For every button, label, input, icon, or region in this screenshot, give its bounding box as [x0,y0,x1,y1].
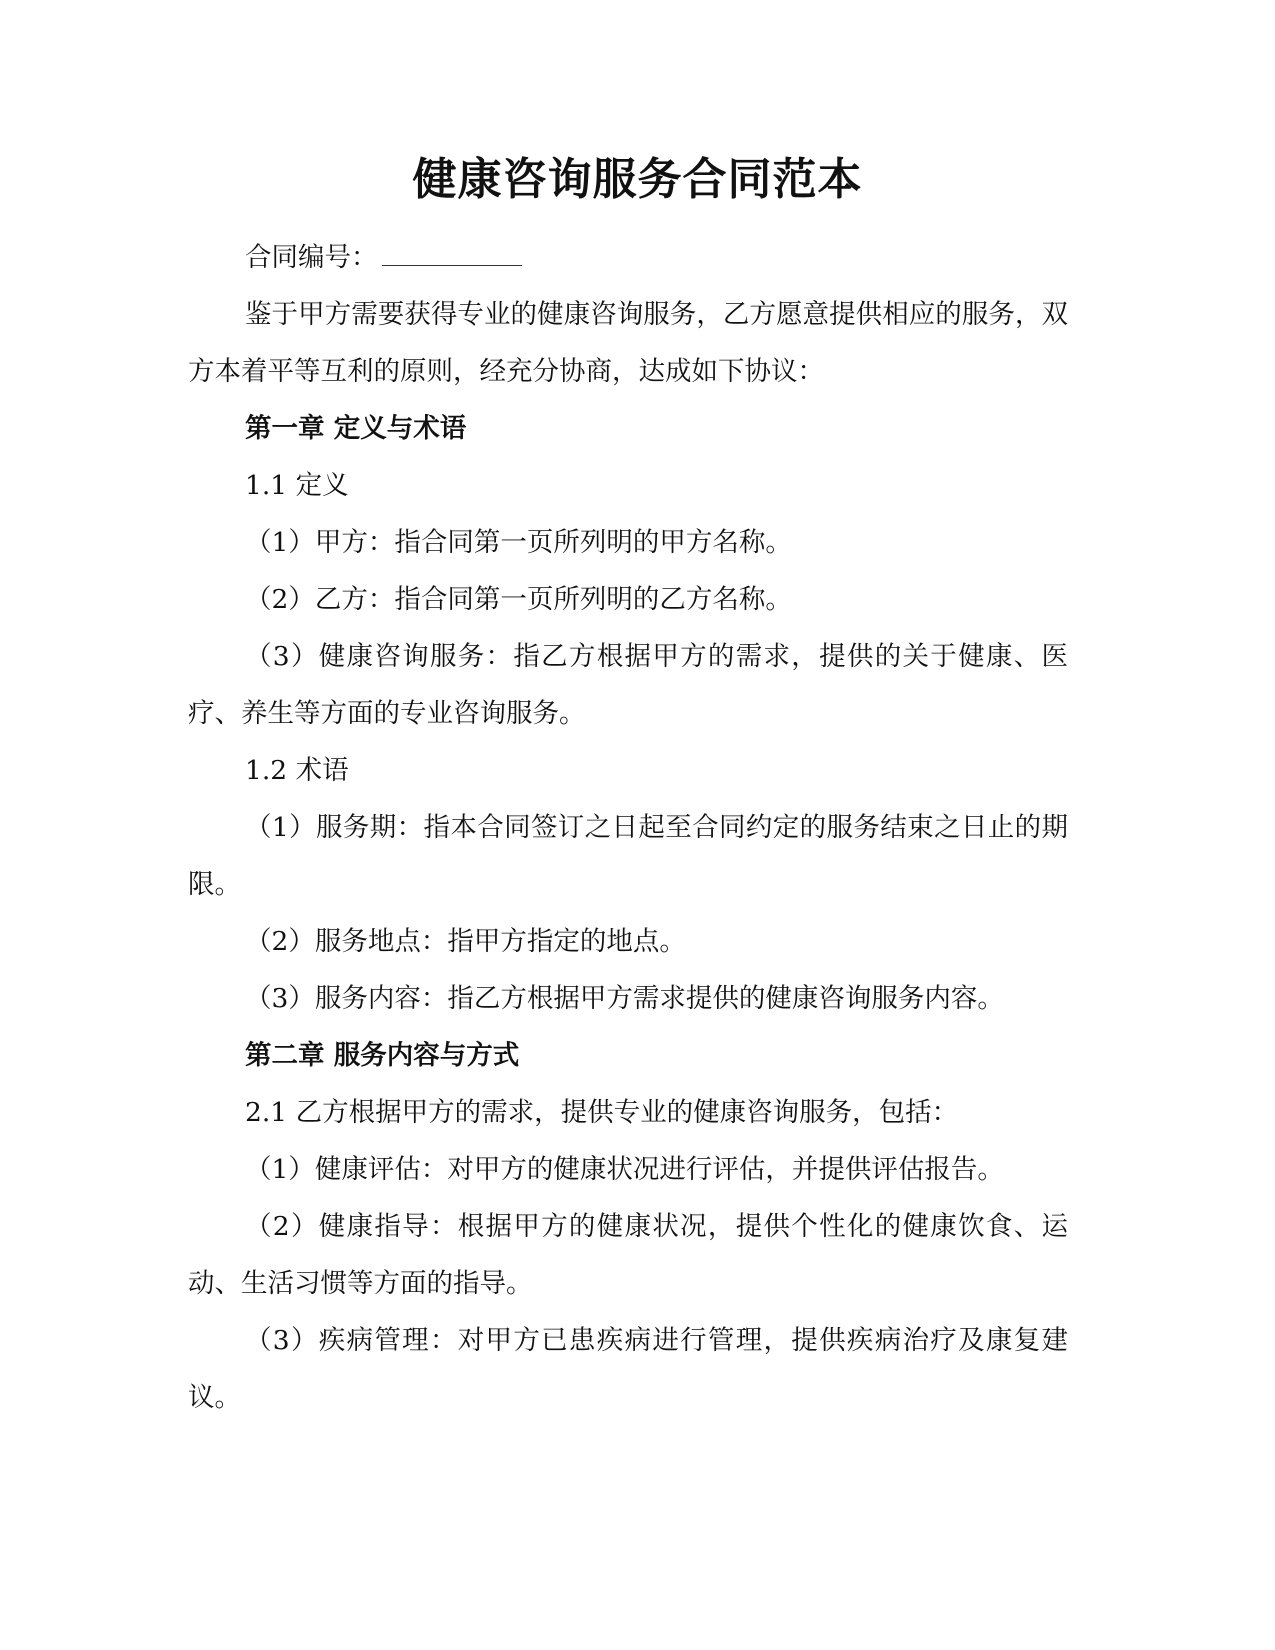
paragraph: （3）疾病管理：对甲方已患疾病进行管理，提供疾病治疗及康复建议。 [188,1325,1068,1413]
paragraph: （1）健康评估：对甲方的健康状况进行评估，并提供评估报告。 [245,1154,1004,1185]
paragraph: （3）健康咨询服务：指乙方根据甲方的需求，提供的关于健康、医疗、养生等方面的专业咨询服务。 [188,641,1068,729]
paragraph: 2.1 乙方根据甲方的需求，提供专业的健康咨询服务，包括： [245,1097,959,1128]
contract-number-line [188,229,1068,286]
document-body [188,229,1068,1426]
paragraph: （2）健康指导：根据甲方的健康状况，提供个性化的健康饮食、运动、生活习惯等方面的指导。 [188,1211,1068,1299]
paragraph: 鉴于甲方需要获得专业的健康咨询服务，乙方愿意提供相应的服务，双方本着平等互利的原则，经充分协商，达成如下协议： [188,299,1068,387]
paragraph: （1）服务期：指本合同签订之日起至合同约定的服务结束之日止的期限。 [188,812,1068,900]
contract-number-label: 合同编号： [245,242,378,273]
document-title: 健康咨询服务合同范本 [412,154,863,205]
paragraph: 1.2 术语 [245,755,349,786]
chapter-heading: 第二章 服务内容与方式 [245,1040,520,1071]
paragraph: （2）服务地点：指甲方指定的地点。 [245,926,686,957]
chapter-heading: 第一章 定义与术语 [245,413,467,444]
paragraph: （2）乙方：指合同第一页所列明的乙方名称。 [245,584,792,615]
paragraph: （1）甲方：指合同第一页所列明的甲方名称。 [245,527,792,558]
paragraph-list [188,286,1068,1426]
paragraph: （3）服务内容：指乙方根据甲方需求提供的健康咨询服务内容。 [245,983,1004,1014]
contract-number-blank [382,239,522,266]
paragraph: 1.1 定义 [245,470,349,501]
